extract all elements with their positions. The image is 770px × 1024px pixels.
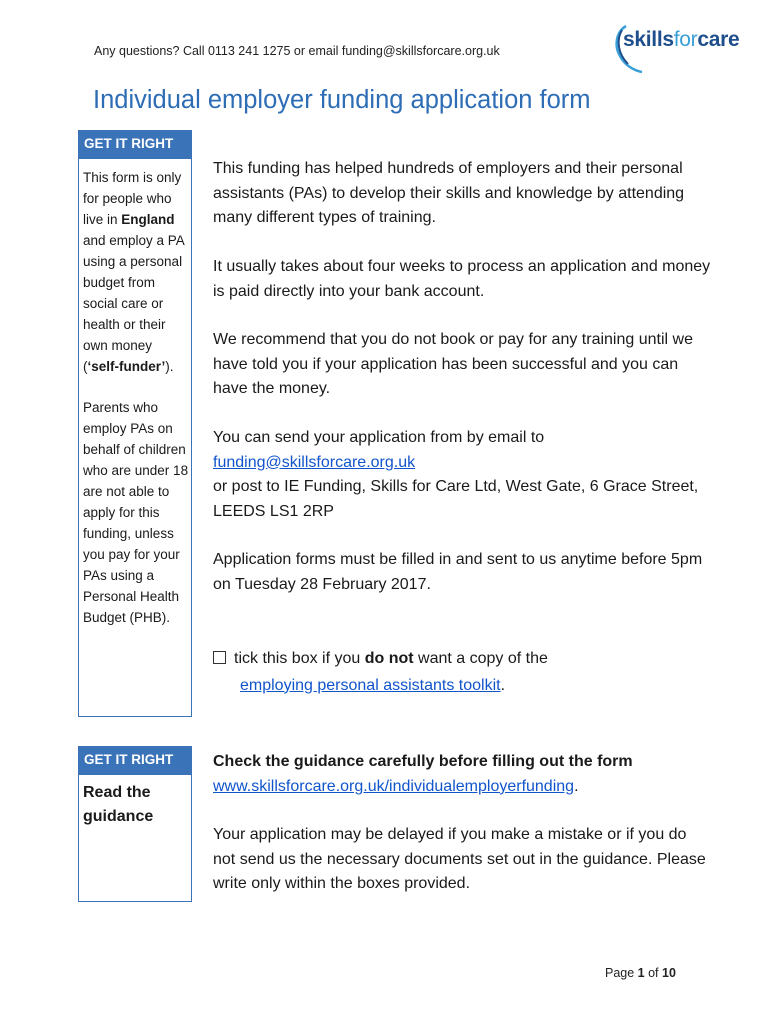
text-run: You can send your application from by email to (213, 429, 545, 446)
page-number (605, 966, 676, 980)
text-bold-england: England (121, 212, 175, 227)
logo-wordmark (623, 28, 739, 52)
get-it-right-box-guidance (78, 746, 192, 902)
logo-part-care: care (697, 28, 740, 51)
text-run: Page (605, 966, 638, 980)
text-run: want a copy of the (413, 650, 548, 667)
postal-address: or post to IE Funding, Skills for Care Ltd, West Gate, 6 Grace Street, LEEDS LS1 2RP (213, 478, 699, 520)
toolkit-optout-checkbox[interactable] (213, 651, 226, 664)
box-heading: GET IT RIGHT (79, 747, 191, 775)
delay-warning-paragraph: Your application may be delayed if you make a mistake or if you do not send us the necessary documents set out in the guidance. Please write only within the boxes provided. (213, 826, 706, 892)
text-bold-self-funder: ‘self-funder’ (87, 359, 166, 374)
toolkit-link[interactable]: employing personal assistants toolkit (240, 676, 501, 694)
guidance-link[interactable]: www.skillsforcare.org.uk/individualemployerfunding (213, 777, 575, 795)
total-pages: 10 (662, 966, 676, 980)
guidance-paragraph (213, 750, 713, 799)
processing-paragraph: It usually takes about four weeks to process an application and money is paid directly into your bank account. (213, 258, 711, 300)
current-page: 1 (637, 966, 645, 980)
text-run: . (574, 777, 579, 795)
toolkit-optout (213, 647, 713, 698)
page-title: Individual employer funding application form (93, 86, 591, 114)
guidance-heading: Check the guidance carefully before filling out the form (213, 753, 633, 770)
eligibility-text (83, 167, 191, 377)
get-it-right-box-eligibility (78, 130, 192, 717)
text-run: This form is only for people who live in (83, 170, 182, 227)
text-bold-do-not: do not (364, 650, 414, 667)
funding-email-link[interactable]: funding@skillsforcare.org.uk (213, 453, 416, 471)
text-run: of (644, 966, 662, 980)
logo-part-for: for (673, 28, 698, 51)
send-paragraph (213, 426, 713, 524)
parents-text: Parents who employ PAs on behalf of children who are under 18 are not able to apply for this funding, unless you pay for your PAs using a Personal Health Budget (PHB). (83, 400, 189, 625)
text-run: . (500, 676, 506, 694)
read-guidance-text: Read the guidance (83, 784, 154, 825)
contact-line: Any questions? Call 0113 241 1275 or email funding@skillsforcare.org.uk (94, 44, 500, 58)
intro-paragraph: This funding has helped hundreds of employers and their personal assistants (PAs) to develop their skills and knowledge by attending many different types of training. (213, 160, 685, 226)
text-run: ). (165, 359, 174, 374)
text-run: and employ a PA using a personal budget from social care or health or their own money ( (83, 233, 185, 374)
box-heading: GET IT RIGHT (79, 131, 191, 159)
logo-part-skills: skills (623, 28, 674, 51)
text-run: tick this box if you (234, 650, 365, 667)
deadline-paragraph: Application forms must be filled in and sent to us anytime before 5pm on Tuesday 28 February 2017. (213, 551, 703, 593)
recommend-paragraph: We recommend that you do not book or pay for any training until we have told you if your application has been successful and you can have the money. (213, 331, 693, 397)
box-body (79, 159, 191, 628)
